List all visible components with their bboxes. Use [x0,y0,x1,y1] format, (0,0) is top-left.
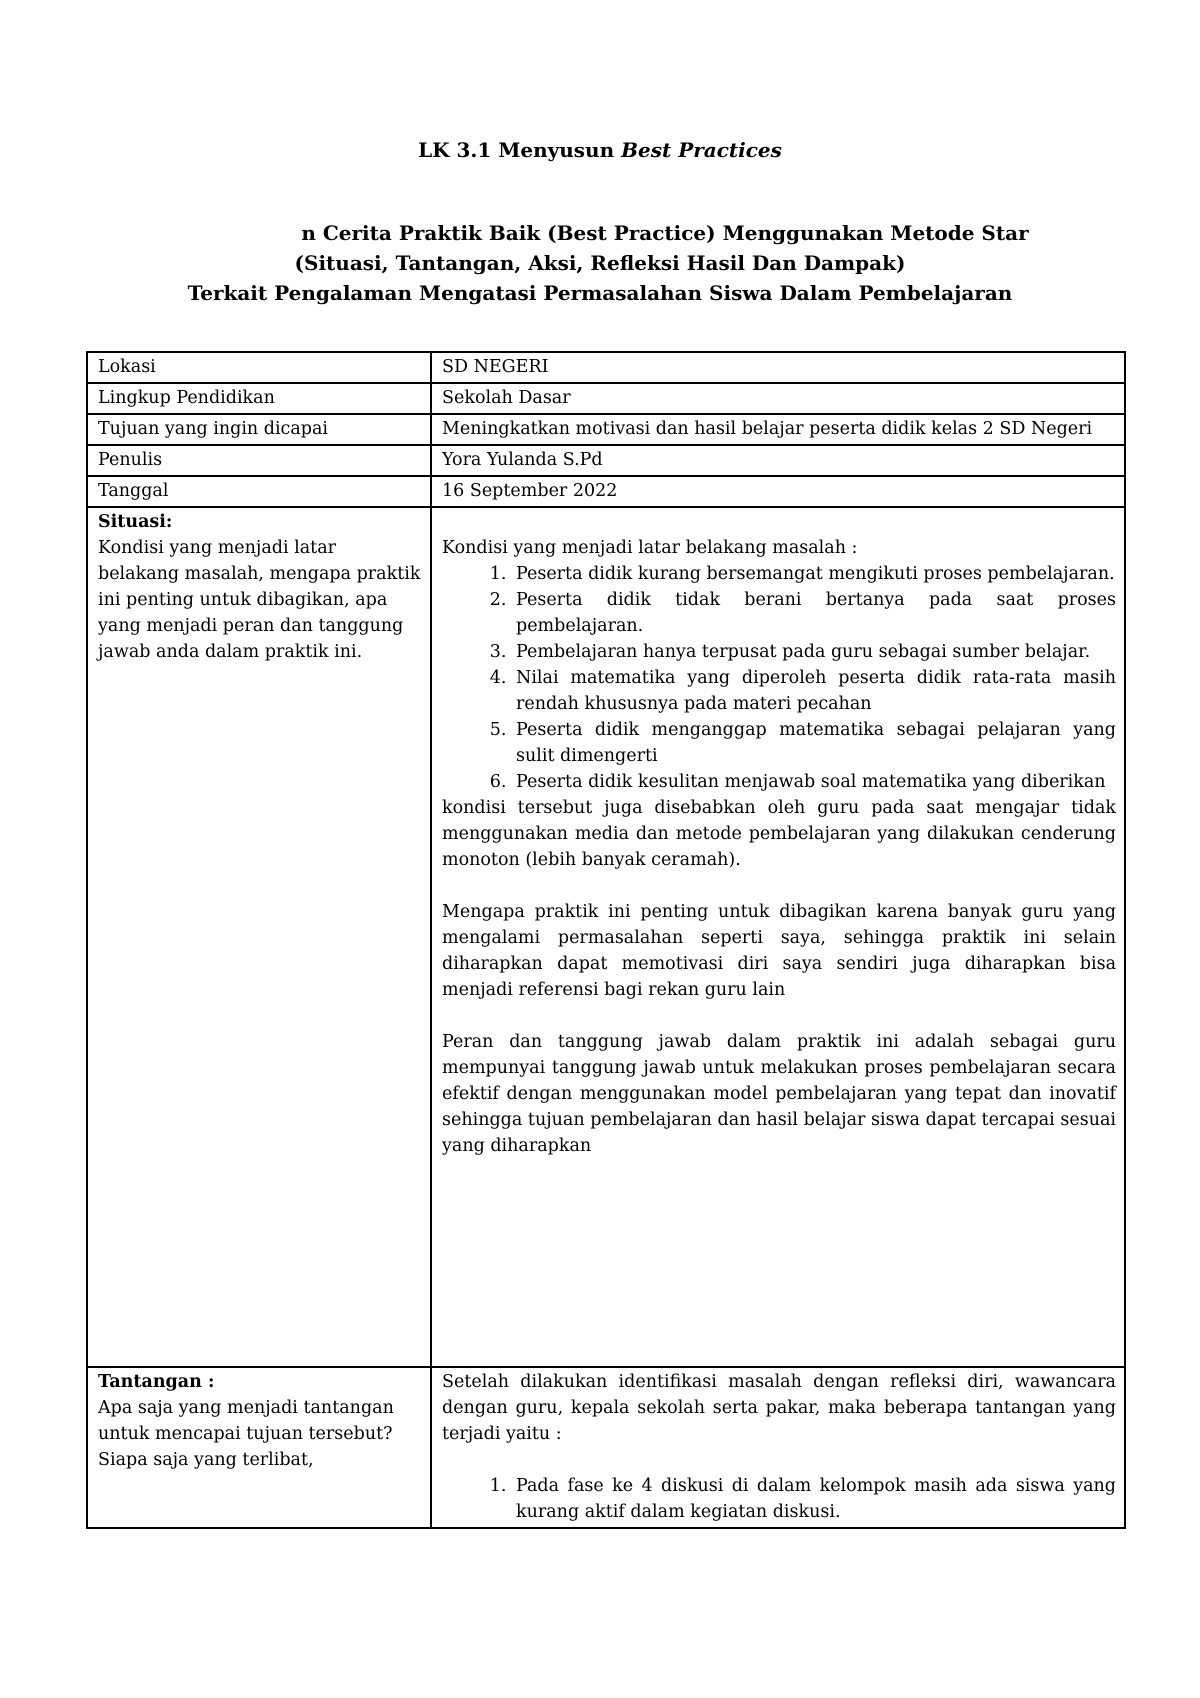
table-row [87,352,1125,383]
table-row [87,414,1125,445]
row-label-lokasi: Lokasi [87,352,431,383]
document-subtitle [0,218,1200,308]
table-row [87,476,1125,507]
row-label-tujuan: Tujuan yang ingin dicapai [87,414,431,445]
row-value-tanggal: 16 September 2022 [431,476,1125,507]
list-item: 6. Peserta didik kesulitan menjawab soal matematika yang diberikan [512,769,1116,795]
row-value-tujuan: Meningkatkan motivasi dan hasil belajar peserta didik kelas 2 SD Negeri [431,414,1125,445]
document-title [0,138,1200,162]
situasi-heading: Situasi: [98,512,173,532]
row-label-tanggal: Tanggal [87,476,431,507]
spacer [442,873,1116,899]
list-item: 1. Peserta didik kurang bersemangat mengikuti proses pembelajaran. [512,561,1116,587]
situasi-prompt: Kondisi yang menjadi latar belakang masalah, mengapa praktik ini penting untuk dibagikan, apa yang menjadi peran dan tanggung jawab anda dalam praktik ini. [98,538,421,662]
spacer [442,1447,1116,1473]
situasi-row [87,507,1125,1367]
subtitle-line-3: Terkait Pengalaman Mengatasi Permasalahan Siswa Dalam Pembelajaran [187,281,1013,305]
spacer [442,1003,1116,1029]
tantangan-list [442,1473,1116,1525]
list-item: 5. Peserta didik menganggap matematika sebagai pelajaran yang sulit dimengerti [512,717,1116,769]
situasi-paragraph-1: kondisi tersebut juga disebabkan oleh guru pada saat mengajar tidak menggunakan media dan metode pembelajaran yang dilakukan cenderung monoton (lebih banyak ceramah). [442,798,1116,870]
row-value-lokasi: SD NEGERI [431,352,1125,383]
situasi-label-cell [87,507,431,1367]
tantangan-intro: Setelah dilakukan identifikasi masalah dengan refleksi diri, wawancara dengan guru, kepala sekolah serta pakar, maka beberapa tantangan yang terjadi yaitu : [442,1372,1116,1444]
situasi-list [442,561,1116,795]
list-item: 4. Nilai matematika yang diperoleh peserta didik rata-rata masih rendah khususnya pada materi pecahan [512,665,1116,717]
subtitle-line-1: n Cerita Praktik Baik (Best Practice) Menggunakan Metode Star [301,221,1029,245]
row-label-penulis: Penulis [87,445,431,476]
list-item: 3. Pembelajaran hanya terpusat pada guru sebagai sumber belajar. [512,639,1116,665]
tantangan-content-cell [431,1367,1125,1528]
table-row [87,445,1125,476]
tantangan-label-cell [87,1367,431,1528]
title-plain: LK 3.1 Menyusun [418,138,622,162]
tantangan-heading: Tantangan : [98,1372,215,1392]
situasi-paragraph-3: Peran dan tanggung jawab dalam praktik ini adalah sebagai guru mempunyai tanggung jawab untuk melakukan proses pembelajaran secara efektif dengan menggunakan model pembelajaran yang tepat dan inovatif sehingga tujuan pembelajaran dan hasil belajar siswa dapat tercapai sesuai yang diharapkan [442,1032,1116,1156]
situasi-content-cell [431,507,1125,1367]
row-label-lingkup: Lingkup Pendidikan [87,383,431,414]
table-row [87,383,1125,414]
situasi-intro: Kondisi yang menjadi latar belakang masalah : [442,538,858,558]
row-value-lingkup: Sekolah Dasar [431,383,1125,414]
tantangan-row [87,1367,1125,1528]
spacer [442,509,1116,535]
row-value-penulis: Yora Yulanda S.Pd [431,445,1125,476]
list-item: 2. Peserta didik tidak berani bertanya pada saat proses pembelajaran. [512,587,1116,639]
tantangan-prompt: Apa saja yang menjadi tantangan untuk mencapai tujuan tersebut? Siapa saja yang terlibat, [98,1398,394,1470]
situasi-paragraph-2: Mengapa praktik ini penting untuk dibagikan karena banyak guru yang mengalami permasalahan seperti saya, sehingga praktik ini selain diharapkan dapat memotivasi diri saya sendiri juga diharapkan bisa menjadi referensi bagi rekan guru lain [442,902,1116,1000]
list-item: 1. Pada fase ke 4 diskusi di dalam kelompok masih ada siswa yang kurang aktif dalam kegiatan diskusi. [512,1473,1116,1525]
title-italic: Best Practices [621,138,782,162]
best-practice-table [86,351,1126,1529]
subtitle-line-2: (Situasi, Tantangan, Aksi, Refleksi Hasil Dan Dampak) [294,251,906,275]
